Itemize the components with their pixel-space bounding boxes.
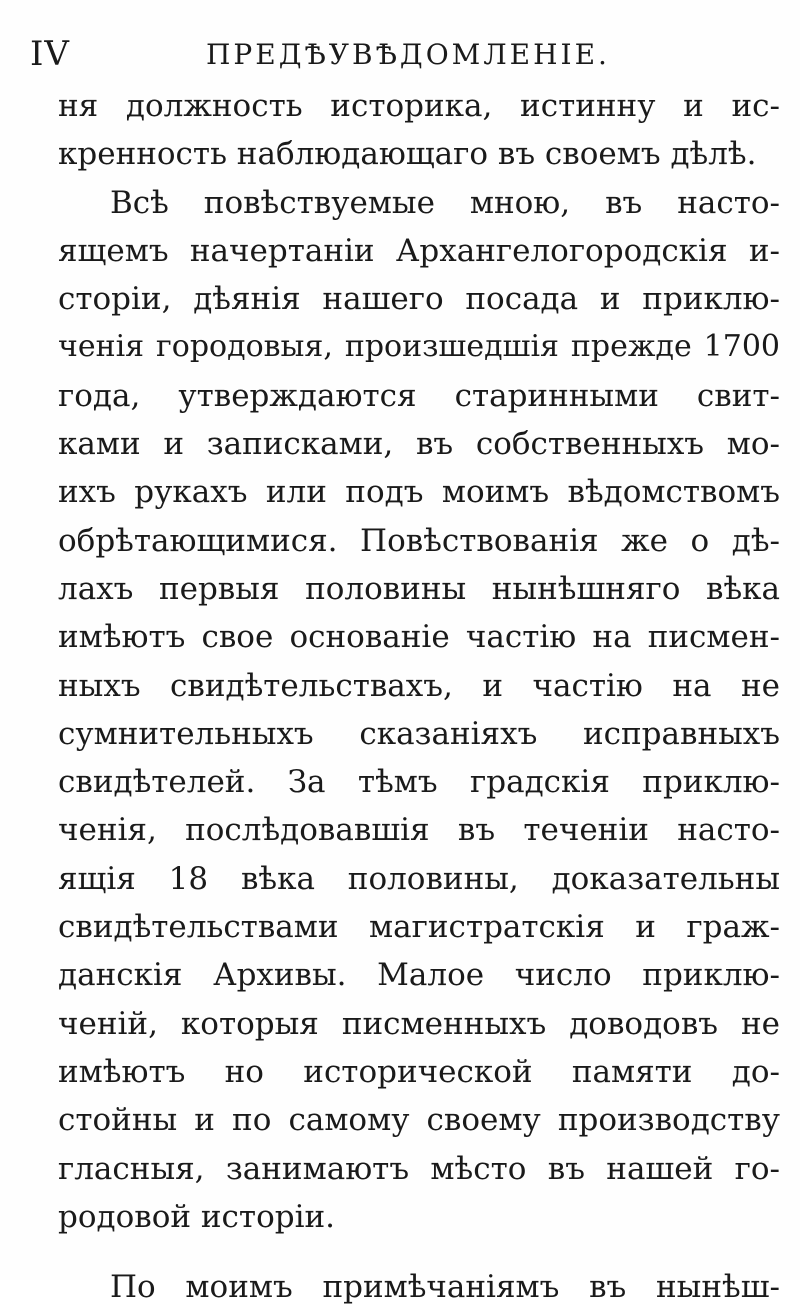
text-line: По моимъ примѣчаніямъ въ нынѣш- (110, 1269, 780, 1306)
text-line: кренность наблюдающаго въ своемъ дѣлѣ. (58, 136, 757, 173)
text-line: ныхъ свидѣтельствахъ, и частію на не (58, 667, 780, 704)
running-title: ПРЕДѢУВѢДОМЛЕНІЕ. (206, 38, 610, 71)
text-line: ченія городовыя, произшедшія прежде 1700 (58, 329, 780, 365)
text-line: данскія Архивы. Малое число приклю- (58, 957, 780, 994)
text-line: сумнительныхъ сказаніяхъ исправныхъ (58, 715, 780, 752)
text-line: ящемъ начертаніи Архангелогородскія и- (58, 232, 780, 269)
text-line: ченія, послѣдовавшія въ теченіи насто- (58, 812, 780, 849)
text-line: года, утверждаются старинными свит- (58, 377, 780, 414)
text-line: ящія 18 вѣка половины, доказательны (58, 860, 780, 897)
text-line: свидѣтельствами магистратскія и граж- (58, 909, 780, 946)
text-line: ченій, которыя писменныхъ доводовъ не (58, 1005, 780, 1042)
page-header (30, 34, 770, 78)
text-line: гласныя, занимаютъ мѣсто въ нашей го- (58, 1150, 780, 1187)
text-line: лахъ первыя половины нынѣшняго вѣка (58, 570, 780, 607)
text-line: имѣютъ свое основаніе частію на писмен- (58, 619, 780, 656)
text-line: ками и записками, въ собственныхъ мо- (58, 426, 780, 463)
text-line: свидѣтелей. За тѣмъ градскія приклю- (58, 764, 780, 801)
body-text (58, 82, 780, 1311)
text-line: Всѣ повѣствуемые мною, въ насто- (110, 184, 780, 221)
text-line: ня должность историка, истинну и ис- (58, 88, 780, 124)
text-line: родовой исторіи. (58, 1198, 336, 1235)
text-line: имѣютъ но исторической памяти до- (58, 1053, 780, 1090)
text-line: стойны и по самому своему производству (58, 1102, 780, 1139)
text-line: сторіи, дѣянія нашего посада и приклю- (58, 281, 780, 318)
text-line: обрѣтающимися. Повѣствованія же о дѣ- (58, 522, 780, 559)
page-number: IV (30, 34, 70, 74)
text-line: ихъ рукахъ или подъ моимъ вѣдомствомъ (58, 474, 780, 511)
